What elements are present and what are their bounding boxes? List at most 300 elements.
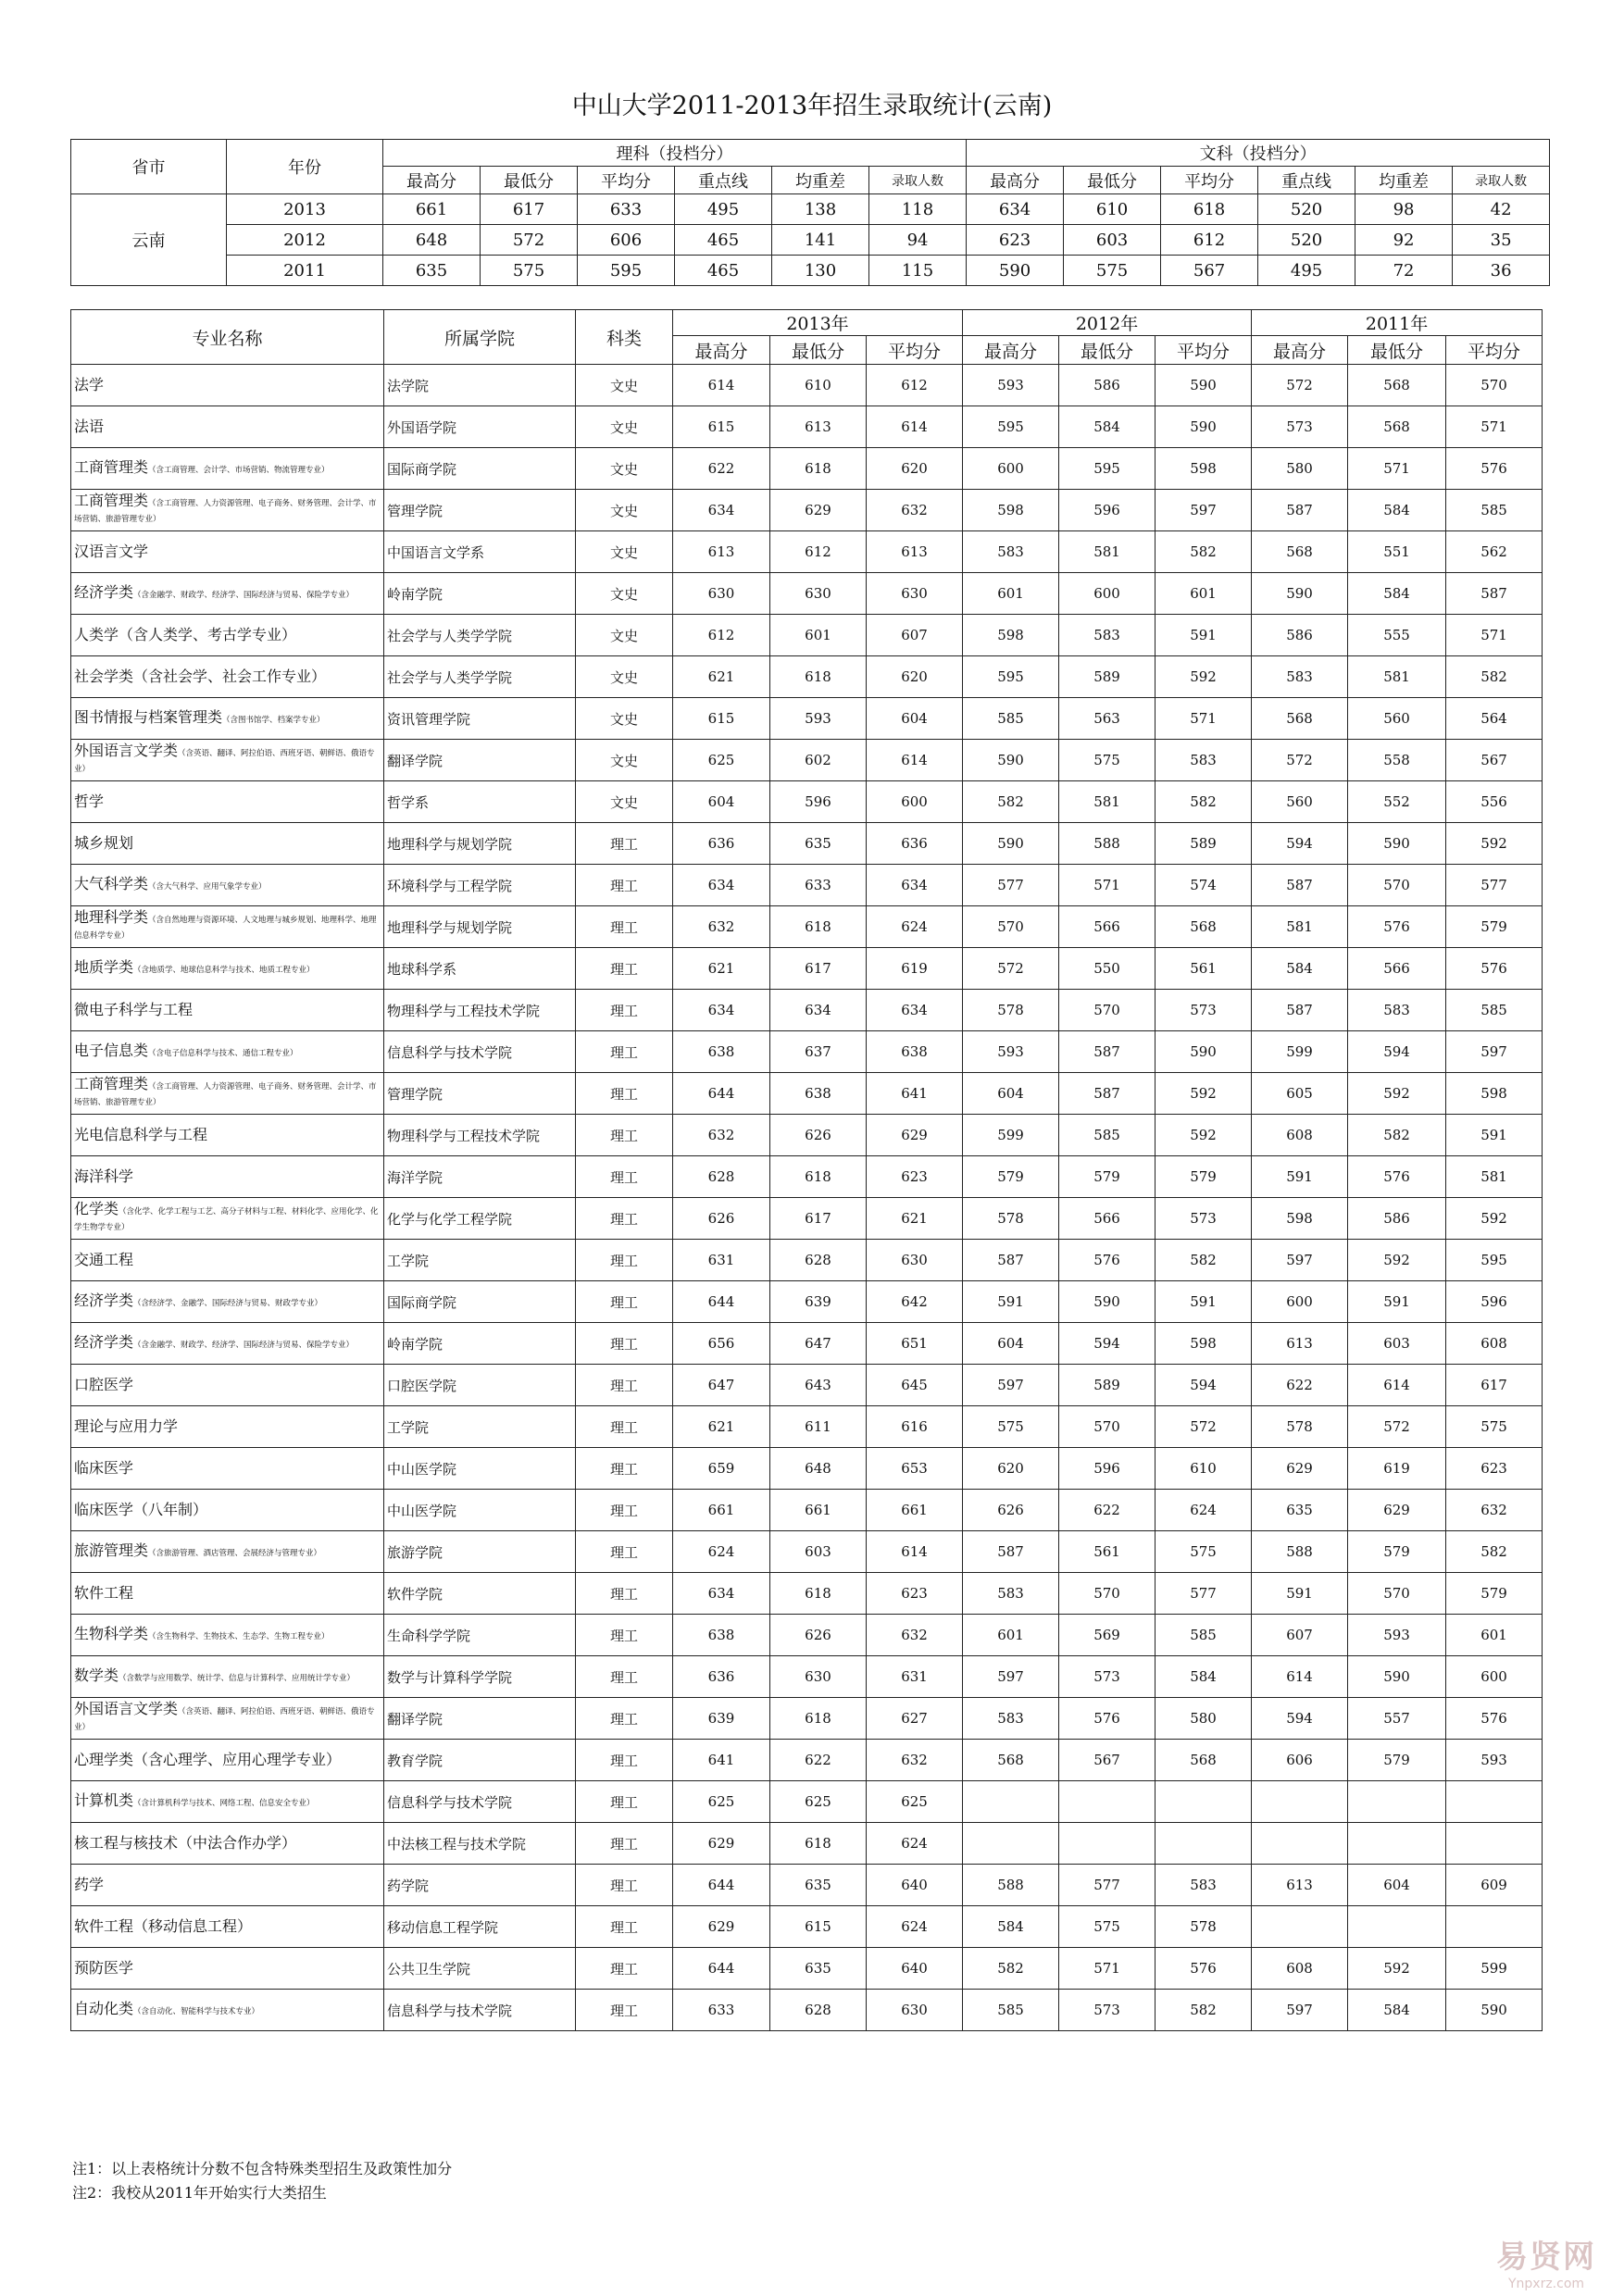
- score-cell: 614: [867, 740, 963, 781]
- score-cell: 573: [1059, 1656, 1156, 1698]
- major-name: 外国语言文学类: [74, 1700, 179, 1717]
- major-name: 海洋科学: [74, 1167, 134, 1185]
- major-subjects: （含图书馆学、档案学专业）: [222, 715, 325, 725]
- score-cell: 608: [1252, 1948, 1348, 1990]
- score-cell: 566: [1059, 1198, 1156, 1240]
- type-cell: 文史: [576, 615, 673, 656]
- col-year-header: 年份: [227, 140, 383, 194]
- major-name-cell: [71, 490, 384, 531]
- score-cell: 637: [770, 1031, 867, 1073]
- major-name: 经济学类: [74, 1332, 134, 1351]
- score-cell: 632: [867, 490, 963, 531]
- major-name-cell: [71, 365, 384, 406]
- score-cell: 576: [1446, 1698, 1543, 1740]
- arts-value-cell: 603: [1064, 225, 1161, 256]
- score-cell: 590: [1348, 1656, 1446, 1698]
- college-cell: 法学院: [384, 365, 576, 406]
- score-cell: 595: [1446, 1240, 1543, 1281]
- province-cell: 云南: [71, 194, 227, 286]
- score-subheader: 最高分: [673, 336, 770, 365]
- arts-value-cell: 72: [1355, 256, 1453, 286]
- score-cell: 570: [1348, 1573, 1446, 1615]
- score-cell: 625: [673, 740, 770, 781]
- score-cell: 604: [867, 698, 963, 740]
- score-cell: 581: [1059, 531, 1156, 573]
- major-row: [71, 698, 1543, 740]
- score-cell: 634: [867, 990, 963, 1031]
- score-cell: [1156, 1823, 1252, 1865]
- score-cell: 576: [1156, 1948, 1252, 1990]
- score-cell: 583: [1252, 656, 1348, 698]
- score-cell: 600: [1446, 1656, 1543, 1698]
- score-cell: 626: [673, 1198, 770, 1240]
- score-cell: 590: [1059, 1281, 1156, 1323]
- score-cell: 626: [770, 1115, 867, 1156]
- score-cell: 604: [673, 781, 770, 823]
- score-cell: 598: [963, 615, 1059, 656]
- score-cell: 571: [1348, 448, 1446, 490]
- science-value-cell: 617: [481, 194, 578, 225]
- major-subjects: （含工商管理、会计学、市场营销、物流管理专业）: [148, 465, 330, 475]
- major-row: [71, 1365, 1543, 1406]
- major-row: [71, 406, 1543, 448]
- college-cell: 药学院: [384, 1865, 576, 1906]
- score-cell: 572: [1252, 365, 1348, 406]
- score-cell: 571: [1059, 1948, 1156, 1990]
- score-cell: 630: [673, 573, 770, 615]
- score-cell: 587: [1446, 573, 1543, 615]
- score-cell: 566: [1059, 906, 1156, 948]
- major-name: 电子信息类: [74, 1041, 149, 1059]
- score-cell: 639: [770, 1281, 867, 1323]
- major-row: [71, 1198, 1543, 1240]
- type-cell: 文史: [576, 448, 673, 490]
- score-cell: 594: [1059, 1323, 1156, 1365]
- score-cell: 628: [673, 1156, 770, 1198]
- score-cell: 585: [1059, 1115, 1156, 1156]
- score-cell: 592: [1446, 1198, 1543, 1240]
- score-cell: 587: [1059, 1073, 1156, 1115]
- science-value-cell: 635: [383, 256, 481, 286]
- score-subheader: 最高分: [963, 336, 1059, 365]
- score-cell: 634: [673, 490, 770, 531]
- score-cell: [1348, 1823, 1446, 1865]
- college-cell: 旅游学院: [384, 1531, 576, 1573]
- college-cell: 岭南学院: [384, 1323, 576, 1365]
- score-cell: 590: [963, 823, 1059, 865]
- score-cell: 550: [1059, 948, 1156, 990]
- score-cell: 583: [1348, 990, 1446, 1031]
- major-row: [71, 823, 1543, 865]
- major-row: [71, 365, 1543, 406]
- score-cell: 629: [1252, 1448, 1348, 1490]
- major-name-cell: [71, 1198, 384, 1240]
- major-name: 口腔医学: [74, 1376, 134, 1393]
- score-cell: 582: [963, 781, 1059, 823]
- science-subheader: 均重差: [772, 167, 869, 194]
- score-cell: 581: [1252, 906, 1348, 948]
- score-cell: 579: [1156, 1156, 1252, 1198]
- score-cell: 630: [770, 1656, 867, 1698]
- college-cell: 工学院: [384, 1240, 576, 1281]
- science-value-cell: 633: [578, 194, 675, 225]
- score-cell: 597: [963, 1365, 1059, 1406]
- score-cell: 641: [867, 1073, 963, 1115]
- year-cell: 2013: [227, 194, 383, 225]
- score-cell: 570: [1446, 365, 1543, 406]
- score-cell: 621: [673, 656, 770, 698]
- major-row: [71, 1948, 1543, 1990]
- score-cell: 584: [1059, 406, 1156, 448]
- score-cell: 647: [770, 1323, 867, 1365]
- major-subjects: （含电子信息科学与技术、通信工程专业）: [148, 1048, 298, 1058]
- year-cell: 2012: [227, 225, 383, 256]
- score-cell: 572: [1348, 1406, 1446, 1448]
- score-cell: 592: [1348, 1948, 1446, 1990]
- score-cell: 634: [673, 865, 770, 906]
- major-name-cell: [71, 740, 384, 781]
- major-table: [70, 309, 1543, 2031]
- score-cell: 661: [770, 1490, 867, 1531]
- score-cell: 583: [1059, 615, 1156, 656]
- major-name-cell: [71, 573, 384, 615]
- major-name-cell: [71, 1615, 384, 1656]
- arts-value-cell: 520: [1258, 194, 1355, 225]
- score-cell: 585: [963, 1990, 1059, 2031]
- score-cell: 578: [963, 1198, 1059, 1240]
- score-cell: 591: [1446, 1115, 1543, 1156]
- major-row: [71, 1323, 1543, 1365]
- arts-header: 文科（投档分）: [967, 140, 1550, 167]
- college-cell: 口腔医学院: [384, 1365, 576, 1406]
- score-cell: 551: [1348, 531, 1446, 573]
- score-cell: 661: [673, 1490, 770, 1531]
- major-name-cell: [71, 698, 384, 740]
- college-cell: 物理科学与工程技术学院: [384, 1115, 576, 1156]
- score-cell: 561: [1156, 948, 1252, 990]
- type-cell: 理工: [576, 1156, 673, 1198]
- type-cell: 理工: [576, 948, 673, 990]
- score-cell: 600: [1252, 1281, 1348, 1323]
- score-cell: 596: [770, 781, 867, 823]
- major-row: [71, 1156, 1543, 1198]
- score-cell: 584: [1348, 1990, 1446, 2031]
- major-name-cell: [71, 1365, 384, 1406]
- score-cell: 634: [770, 990, 867, 1031]
- major-name-cell: [71, 406, 384, 448]
- score-cell: 573: [1252, 406, 1348, 448]
- score-cell: 570: [1059, 1406, 1156, 1448]
- major-name-cell: [71, 1490, 384, 1531]
- major-subjects: （含金融学、财政学、经济学、国际经济与贸易、保险学专业）: [133, 590, 355, 600]
- col-college-header: 所属学院: [384, 310, 576, 365]
- score-cell: 586: [1348, 1198, 1446, 1240]
- score-cell: 617: [770, 948, 867, 990]
- major-name: 城乡规划: [74, 834, 134, 852]
- arts-value-cell: 36: [1453, 256, 1550, 286]
- score-cell: 661: [867, 1490, 963, 1531]
- score-cell: 632: [673, 1115, 770, 1156]
- college-cell: 信息科学与技术学院: [384, 1031, 576, 1073]
- college-cell: 软件学院: [384, 1573, 576, 1615]
- score-cell: 574: [1156, 865, 1252, 906]
- major-name: 数学类: [74, 1666, 119, 1684]
- science-subheader: 录取人数: [869, 167, 967, 194]
- score-cell: 594: [1252, 1698, 1348, 1740]
- major-row: [71, 1656, 1543, 1698]
- major-name-cell: [71, 1073, 384, 1115]
- watermark-sub: Ynpxrz.com: [1507, 2277, 1585, 2291]
- score-cell: 590: [1156, 406, 1252, 448]
- college-cell: 国际商学院: [384, 448, 576, 490]
- college-cell: 中山医学院: [384, 1448, 576, 1490]
- score-cell: 560: [1252, 781, 1348, 823]
- score-cell: 597: [1156, 490, 1252, 531]
- type-cell: 理工: [576, 1031, 673, 1073]
- score-cell: 575: [1446, 1406, 1543, 1448]
- score-cell: 568: [1156, 906, 1252, 948]
- major-row: [71, 781, 1543, 823]
- score-cell: 628: [770, 1990, 867, 2031]
- score-cell: 592: [1156, 1073, 1252, 1115]
- score-cell: 582: [1156, 531, 1252, 573]
- score-cell: 627: [867, 1698, 963, 1740]
- major-row: [71, 1615, 1543, 1656]
- arts-value-cell: 567: [1161, 256, 1258, 286]
- major-name: 人类学（含人类学、考古学专业）: [74, 626, 297, 643]
- score-cell: [1252, 1823, 1348, 1865]
- type-cell: 理工: [576, 1406, 673, 1448]
- score-cell: 603: [770, 1531, 867, 1573]
- score-cell: 578: [1156, 1906, 1252, 1948]
- score-cell: 572: [963, 948, 1059, 990]
- major-row: [71, 656, 1543, 698]
- arts-subheader: 均重差: [1355, 167, 1453, 194]
- college-cell: 管理学院: [384, 1073, 576, 1115]
- score-cell: 602: [770, 740, 867, 781]
- major-name: 化学类: [74, 1200, 119, 1217]
- science-value-cell: 572: [481, 225, 578, 256]
- college-cell: 岭南学院: [384, 573, 576, 615]
- major-name: 法学: [74, 376, 105, 393]
- score-subheader: 最低分: [1348, 336, 1446, 365]
- science-value-cell: 661: [383, 194, 481, 225]
- score-cell: 608: [1446, 1323, 1543, 1365]
- score-cell: 601: [770, 615, 867, 656]
- score-cell: 591: [1156, 615, 1252, 656]
- score-cell: 582: [1348, 1115, 1446, 1156]
- type-cell: 理工: [576, 1365, 673, 1406]
- major-row: [71, 1823, 1543, 1865]
- score-cell: 609: [1446, 1865, 1543, 1906]
- science-subheader: 最低分: [481, 167, 578, 194]
- type-cell: 理工: [576, 1323, 673, 1365]
- major-name-cell: [71, 1281, 384, 1323]
- major-row: [71, 531, 1543, 573]
- score-cell: 642: [867, 1281, 963, 1323]
- science-value-cell: 465: [675, 256, 772, 286]
- score-cell: 590: [1446, 1990, 1543, 2031]
- score-cell: 585: [963, 698, 1059, 740]
- score-cell: 623: [867, 1573, 963, 1615]
- score-cell: 597: [1252, 1240, 1348, 1281]
- score-cell: 568: [1156, 1740, 1252, 1781]
- college-cell: 信息科学与技术学院: [384, 1990, 576, 2031]
- score-cell: 595: [1059, 448, 1156, 490]
- major-row: [71, 615, 1543, 656]
- score-cell: 597: [1446, 1031, 1543, 1073]
- score-cell: 562: [1446, 531, 1543, 573]
- science-value-cell: 648: [383, 225, 481, 256]
- score-cell: 571: [1156, 698, 1252, 740]
- score-cell: 575: [1059, 1906, 1156, 1948]
- science-header: 理科（投档分）: [383, 140, 967, 167]
- score-cell: [1252, 1781, 1348, 1823]
- type-cell: 理工: [576, 823, 673, 865]
- major-row: [71, 1073, 1543, 1115]
- year-header-2013: 2013年: [673, 310, 963, 336]
- score-cell: 625: [673, 1781, 770, 1823]
- score-cell: 631: [673, 1240, 770, 1281]
- major-row: [71, 1740, 1543, 1781]
- score-cell: 630: [770, 573, 867, 615]
- major-subjects: （含自动化、智能科学与技术专业）: [133, 2006, 260, 2016]
- major-subjects: （含英语、翻译、阿拉伯语、西班牙语、朝鲜语、俄语专业）: [74, 1707, 375, 1732]
- score-cell: 588: [1059, 823, 1156, 865]
- major-subjects: （含经济学、金融学、国际经济与贸易、财政学专业）: [133, 1298, 323, 1308]
- major-name: 计算机类: [74, 1791, 134, 1809]
- type-cell: 理工: [576, 1240, 673, 1281]
- score-cell: 601: [1156, 573, 1252, 615]
- major-name-cell: [71, 1990, 384, 2031]
- type-cell: 理工: [576, 1823, 673, 1865]
- score-cell: 638: [673, 1031, 770, 1073]
- type-cell: 理工: [576, 990, 673, 1031]
- score-cell: [1446, 1823, 1543, 1865]
- score-cell: 576: [1059, 1698, 1156, 1740]
- major-subjects: （含金融学、财政学、经济学、国际经济与贸易、保险学专业）: [133, 1340, 355, 1350]
- score-cell: 587: [963, 1531, 1059, 1573]
- score-cell: 596: [1059, 490, 1156, 531]
- score-cell: 607: [867, 615, 963, 656]
- college-cell: 社会学与人类学学院: [384, 656, 576, 698]
- score-cell: 575: [1059, 740, 1156, 781]
- score-cell: 643: [770, 1365, 867, 1406]
- score-cell: 620: [867, 448, 963, 490]
- score-cell: 632: [1446, 1490, 1543, 1531]
- score-cell: 633: [673, 1990, 770, 2031]
- score-cell: 582: [1156, 781, 1252, 823]
- score-cell: 629: [673, 1823, 770, 1865]
- score-cell: 587: [1252, 490, 1348, 531]
- score-cell: 587: [1252, 990, 1348, 1031]
- score-cell: 582: [963, 1948, 1059, 1990]
- score-cell: 631: [867, 1656, 963, 1698]
- major-name-cell: [71, 823, 384, 865]
- score-cell: [963, 1823, 1059, 1865]
- score-cell: 622: [1252, 1365, 1348, 1406]
- score-cell: 624: [867, 906, 963, 948]
- score-cell: 636: [673, 823, 770, 865]
- score-cell: 575: [1156, 1531, 1252, 1573]
- science-value-cell: 118: [869, 194, 967, 225]
- score-cell: 566: [1348, 948, 1446, 990]
- score-cell: 590: [1156, 1031, 1252, 1073]
- score-cell: 618: [770, 1823, 867, 1865]
- college-cell: 资讯管理学院: [384, 698, 576, 740]
- score-cell: 598: [1156, 448, 1252, 490]
- major-row: [71, 1573, 1543, 1615]
- major-name-cell: [71, 1531, 384, 1573]
- college-cell: 翻译学院: [384, 740, 576, 781]
- score-subheader: 平均分: [867, 336, 963, 365]
- watermark-main: 易贤网: [1496, 2239, 1596, 2276]
- score-cell: 607: [1252, 1615, 1348, 1656]
- score-cell: 610: [1156, 1448, 1252, 1490]
- major-name: 哲学: [74, 792, 105, 810]
- score-cell: 579: [1446, 906, 1543, 948]
- major-name-cell: [71, 1865, 384, 1906]
- science-value-cell: 94: [869, 225, 967, 256]
- college-cell: 管理学院: [384, 490, 576, 531]
- type-cell: 理工: [576, 1615, 673, 1656]
- score-cell: 616: [867, 1406, 963, 1448]
- score-cell: 615: [770, 1906, 867, 1948]
- score-cell: 592: [1446, 823, 1543, 865]
- major-name-cell: [71, 656, 384, 698]
- major-name: 理论与应用力学: [74, 1417, 179, 1435]
- score-cell: 614: [867, 406, 963, 448]
- score-cell: 579: [1348, 1740, 1446, 1781]
- score-cell: 583: [963, 1573, 1059, 1615]
- major-name: 自动化类: [74, 1999, 134, 2017]
- type-cell: 文史: [576, 573, 673, 615]
- score-cell: 568: [1348, 406, 1446, 448]
- score-cell: 634: [867, 865, 963, 906]
- type-cell: 理工: [576, 1531, 673, 1573]
- score-cell: 589: [1059, 656, 1156, 698]
- score-cell: 618: [770, 1573, 867, 1615]
- score-cell: 600: [963, 448, 1059, 490]
- major-row: [71, 1490, 1543, 1531]
- score-cell: 648: [770, 1448, 867, 1490]
- major-subjects: （含英语、翻译、阿拉伯语、西班牙语、朝鲜语、俄语专业）: [74, 749, 375, 774]
- score-cell: 633: [770, 865, 867, 906]
- science-subheader: 平均分: [578, 167, 675, 194]
- arts-value-cell: 495: [1258, 256, 1355, 286]
- score-cell: 560: [1348, 698, 1446, 740]
- major-subjects: （含生物科学、生物技术、生态学、生物工程专业）: [148, 1631, 330, 1641]
- note-1: 注1：以上表格统计分数不包含特殊类型招生及政策性加分: [72, 2160, 453, 2177]
- year-header-2012: 2012年: [963, 310, 1252, 336]
- score-cell: 636: [867, 823, 963, 865]
- score-cell: 613: [867, 531, 963, 573]
- score-cell: 582: [1446, 1531, 1543, 1573]
- score-cell: 581: [1446, 1156, 1543, 1198]
- college-cell: 中法核工程与技术学院: [384, 1823, 576, 1865]
- score-cell: 591: [1348, 1281, 1446, 1323]
- score-cell: 614: [1252, 1656, 1348, 1698]
- major-name-cell: [71, 1781, 384, 1823]
- score-cell: 614: [867, 1531, 963, 1573]
- score-cell: 593: [1446, 1740, 1543, 1781]
- score-cell: 621: [867, 1198, 963, 1240]
- type-cell: 理工: [576, 1865, 673, 1906]
- major-name: 法语: [74, 418, 105, 435]
- col-type-header: 科类: [576, 310, 673, 365]
- college-cell: 中国语言文学系: [384, 531, 576, 573]
- major-name: 临床医学: [74, 1459, 134, 1477]
